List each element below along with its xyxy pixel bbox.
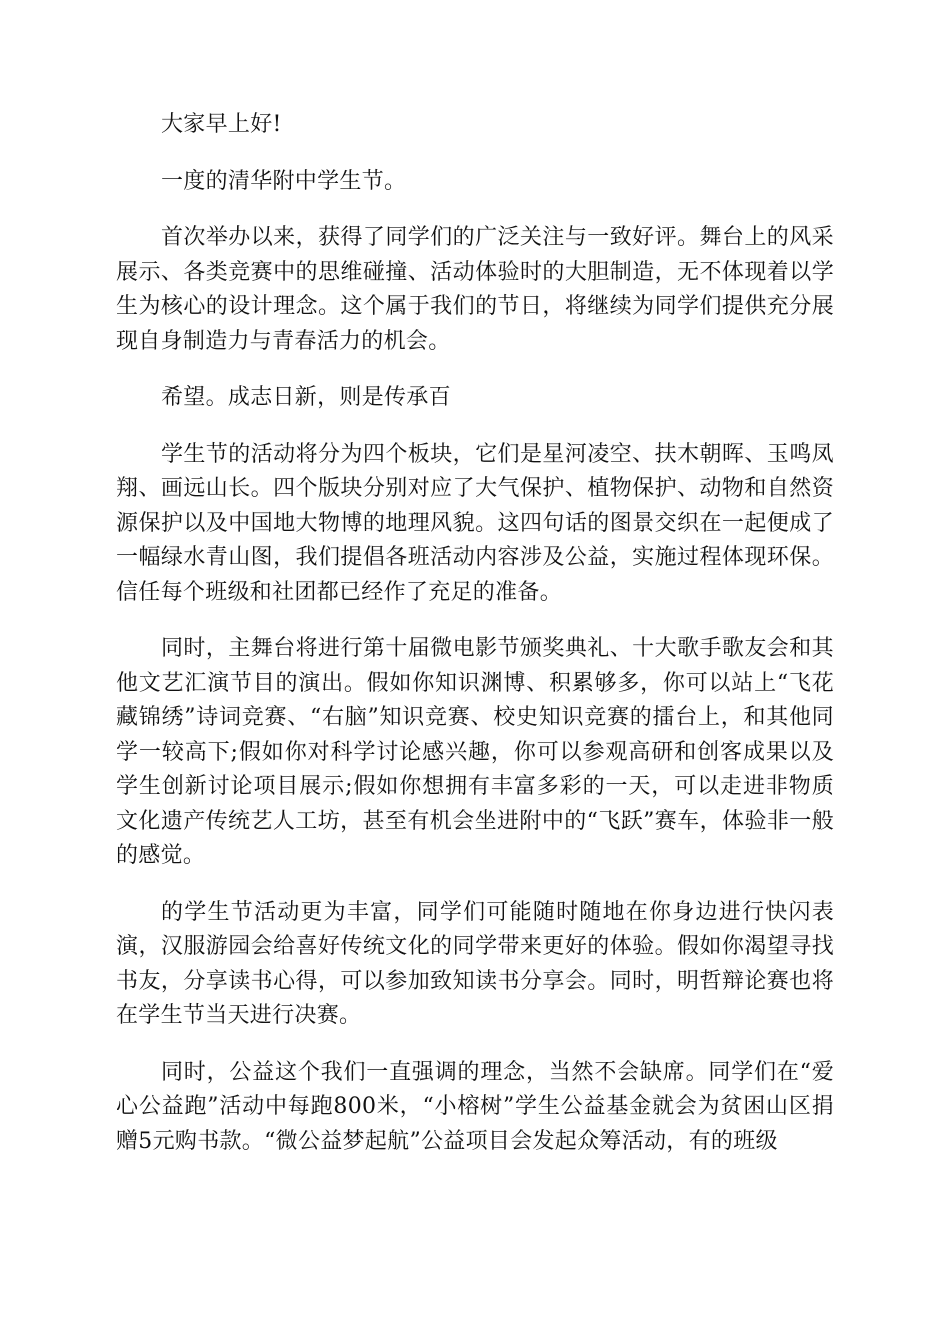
paragraph-greeting: 大家早上好! [161, 112, 282, 137]
paragraph-hope: 希望。成志日新，则是传承百 [161, 385, 451, 410]
paragraph-four-sections: 学生节的活动将分为四个板块，它们是星河凌空、扶木朝晖、玉鸣凤翔、画远山长。四个版块分别对应了大气保护、植物保护、动物和自然资源保护以及中国地大物博的地理风貌。这四句话的图景交织在一起便成了一幅绿水青山图，我们提倡各班活动内容涉及公益，实施过程体现环保。信任每个班级和社团都已经作了充足的准备。 [116, 441, 834, 605]
document-body [116, 108, 834, 1181]
paragraph-activities: 的学生节活动更为丰富，同学们可能随时随地在你身边进行快闪表演，汉服游园会给喜好传统文化的同学带来更好的体验。假如你渴望寻找书友，分享读书心得，可以参加致知读书分享会。同时，明哲辩论赛也将在学生节当天进行决赛。 [116, 899, 834, 1028]
paragraph-festival-intro: 一度的清华附中学生节。 [161, 168, 407, 194]
paragraph-charity: 同时，公益这个我们一直强调的理念，当然不会缺席。同学们在“爱心公益跑”活动中每跑800米，“小榕树”学生公益基金就会为贫困山区捐赠5元购书款。“微公益梦起航”公益项目会发起众筹活动，有的班级 [116, 1059, 834, 1154]
paragraph-main-stage: 同时，主舞台将进行第十届微电影节颁奖典礼、十大歌手歌友会和其他文艺汇演节目的演出。假如你知识渊博、积累够多，你可以站上“飞花藏锦绣”诗词竞赛、“右脑”知识竞赛、校史知识竞赛的擂台上，和其他同学一较高下;假如你对科学讨论感兴趣，你可以参观高研和创客成果以及学生创新讨论项目展示;假如你想拥有丰富多彩的一天，可以走进非物质文化遗产传统艺人工坊，甚至有机会坐进附中的“飞跃”赛车，体验非一般的感觉。 [116, 636, 834, 868]
paragraph-history: 首次举办以来，获得了同学们的广泛关注与一致好评。舞台上的风采展示、各类竞赛中的思维碰撞、活动体验时的大胆制造，无不体现着以学生为核心的设计理念。这个属于我们的节日，将继续为同学们提供充分展现自身制造力与青春活力的机会。 [116, 225, 834, 354]
